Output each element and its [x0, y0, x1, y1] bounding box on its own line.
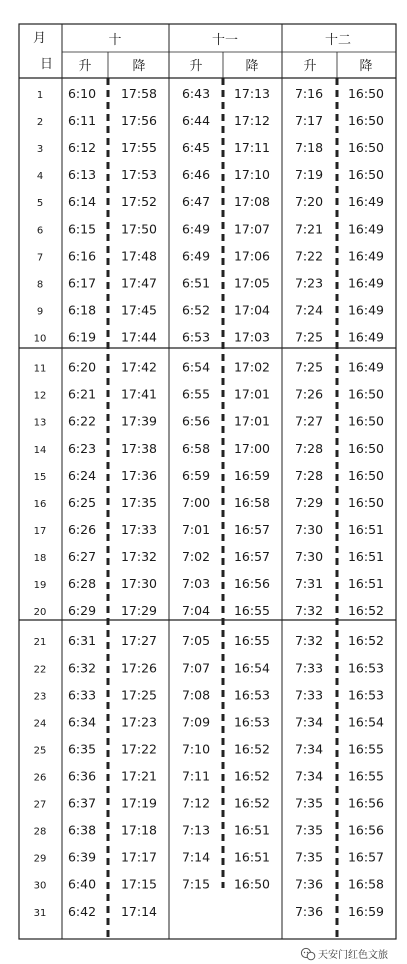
dec-rise-time: 7:25	[294, 329, 324, 345]
oct-set-time: 17:33	[120, 521, 158, 537]
dec-set-time: 16:54	[347, 714, 385, 730]
dec-set-time: 16:56	[347, 822, 385, 838]
day-number: 26	[33, 772, 47, 784]
oct-rise-time: 6:39	[67, 849, 97, 865]
month-label: 月	[33, 31, 47, 46]
oct-set-time: 17:21	[120, 768, 158, 784]
oct-rise-time: 6:32	[67, 660, 97, 676]
table-row	[34, 468, 384, 483]
dec-rise-time: 7:27	[294, 413, 324, 429]
day-number: 1	[36, 90, 44, 101]
day-number: 6	[36, 225, 44, 237]
oct-rise-time: 6:38	[67, 822, 97, 838]
nov-rise-time: 6:47	[181, 194, 211, 210]
dec-set-time: 16:59	[347, 903, 385, 919]
table-row	[34, 714, 384, 729]
dec-rise-time: 7:18	[294, 140, 324, 156]
nov-rise-time: 6:52	[181, 302, 211, 318]
table-row	[37, 140, 384, 155]
table-row	[34, 741, 384, 756]
oct-set-time: 17:52	[120, 194, 158, 210]
nov-set-time: 16:55	[233, 633, 271, 649]
oct-set-time: 17:35	[120, 494, 158, 510]
oct-rise-time: 6:11	[67, 113, 97, 129]
nov-set-time: 17:05	[233, 275, 271, 291]
dec-rise-time: 7:36	[294, 903, 324, 919]
table-row	[34, 549, 384, 564]
oct-set-time: 17:26	[120, 660, 158, 676]
nov-rise-time: 7:13	[181, 822, 211, 838]
oct-set-time: 17:47	[120, 275, 158, 291]
dec-set-time: 16:49	[347, 302, 385, 318]
oct-rise-time: 6:14	[67, 194, 97, 210]
day-number: 15	[33, 471, 47, 483]
oct-rise-time: 6:19	[67, 329, 97, 345]
oct-set-time: 17:22	[120, 741, 158, 757]
table-row	[34, 360, 384, 375]
dec-rise-time: 7:35	[294, 849, 324, 865]
dec-rise-time: 7:30	[294, 521, 324, 537]
oct-set-time: 17:56	[120, 113, 158, 129]
dec-rise-time: 7:21	[294, 221, 324, 237]
dec-set-time: 16:49	[347, 194, 385, 210]
dec-set-time: 16:55	[347, 741, 385, 757]
dec-rise-time: 7:30	[294, 549, 324, 565]
dec-set-time: 16:50	[347, 113, 385, 129]
nov-set-time: 16:59	[233, 467, 271, 483]
oct-rise-time: 6:27	[67, 549, 97, 565]
day-number: 31	[33, 907, 47, 919]
day-number: 21	[33, 637, 47, 649]
oct-set-time: 17:19	[120, 795, 158, 811]
oct-set-time: 17:32	[120, 549, 158, 565]
nov-set-time: 16:50	[233, 876, 271, 892]
nov-rise-time: 6:46	[181, 167, 211, 183]
nov-rise-time: 7:03	[181, 576, 211, 592]
dec-rise-time: 7:34	[294, 741, 324, 757]
day-number: 30	[33, 880, 47, 892]
table-row	[34, 576, 384, 591]
day-number: 3	[36, 144, 44, 156]
nov-set-time: 17:11	[233, 140, 271, 156]
dec-set-time: 16:50	[347, 86, 385, 101]
day-number: 7	[36, 252, 44, 264]
nov-set-time: 16:53	[233, 714, 271, 730]
oct-rise-time: 6:12	[67, 140, 97, 156]
nov-rise-time: 6:54	[181, 359, 211, 375]
nov-rise-time: 7:04	[181, 603, 211, 619]
day-number: 29	[33, 853, 47, 865]
nov-set-time: 16:57	[233, 521, 271, 537]
oct-set-label: 降	[132, 59, 146, 74]
nov-set-time: 17:04	[233, 302, 271, 318]
day-label: 日	[40, 57, 54, 72]
nov-set-time: 16:51	[233, 849, 271, 865]
day-number: 27	[33, 799, 47, 811]
dec-rise-time: 7:26	[294, 386, 324, 402]
oct-set-time: 17:36	[120, 467, 158, 483]
day-number: 19	[33, 580, 47, 592]
table-row	[34, 769, 384, 784]
oct-rise-time: 6:20	[67, 359, 97, 375]
nov-set-label: 降	[245, 59, 259, 74]
nov-rise-time: 7:12	[181, 795, 211, 811]
dec-set-time: 16:55	[347, 768, 385, 784]
oct-rise-time: 6:10	[67, 86, 97, 101]
nov-set-time: 16:52	[233, 795, 271, 811]
nov-rise-time: 6:49	[181, 221, 211, 237]
nov-set-time: 16:51	[233, 822, 271, 838]
oct-rise-time: 6:37	[67, 795, 97, 811]
oct-set-time: 17:23	[120, 714, 158, 730]
table-row	[37, 221, 384, 236]
dec-set-time: 16:52	[347, 633, 385, 649]
nov-set-time: 17:06	[233, 248, 271, 264]
nov-rise-time: 7:02	[181, 549, 211, 565]
dec-set-time: 16:57	[347, 849, 385, 865]
nov-set-time: 17:03	[233, 329, 271, 345]
nov-rise-time: 6:55	[181, 386, 211, 402]
nov-set-time: 17:01	[233, 386, 271, 402]
nov-set-time: 16:56	[233, 576, 271, 592]
oct-rise-time: 6:23	[67, 440, 97, 456]
nov-set-time: 17:01	[233, 413, 271, 429]
dec-set-time: 16:50	[347, 494, 385, 510]
oct-rise-time: 6:13	[67, 167, 97, 183]
oct-set-time: 17:58	[120, 86, 158, 101]
nov-rise-time: 6:51	[181, 275, 211, 291]
dec-set-time: 16:50	[347, 167, 385, 183]
table-row	[34, 330, 384, 345]
watermark	[301, 948, 388, 961]
oct-rise-time: 6:21	[67, 386, 97, 402]
dec-rise-time: 7:28	[294, 467, 324, 483]
month-nov: 十一	[211, 33, 239, 48]
dec-set-time: 16:49	[347, 275, 385, 291]
table-row	[37, 302, 384, 317]
nov-rise-time: 7:05	[181, 633, 211, 649]
table-row	[34, 387, 384, 402]
oct-set-time: 17:44	[120, 329, 158, 345]
dec-rise-time: 7:20	[294, 194, 324, 210]
oct-set-time: 17:50	[120, 221, 158, 237]
oct-rise-time: 6:25	[67, 494, 97, 510]
day-number: 14	[33, 444, 47, 456]
wechat-icon	[301, 948, 314, 959]
nov-rise-time: 7:14	[181, 849, 211, 865]
oct-set-time: 17:27	[120, 633, 158, 649]
oct-rise-time: 6:26	[67, 521, 97, 537]
table-row	[34, 441, 384, 456]
nov-set-time: 17:02	[233, 359, 271, 375]
oct-rise-time: 6:34	[67, 714, 97, 730]
dec-set-time: 16:49	[347, 221, 385, 237]
dec-set-time: 16:53	[347, 660, 385, 676]
dec-rise-time: 7:19	[294, 167, 324, 183]
table-row	[34, 522, 384, 537]
oct-rise-time: 6:28	[67, 576, 97, 592]
dec-rise-time: 7:35	[294, 795, 324, 811]
nov-rise-time: 7:00	[181, 494, 211, 510]
dec-rise-time: 7:24	[294, 302, 324, 318]
oct-rise-time: 6:36	[67, 768, 97, 784]
oct-rise-time: 6:18	[67, 302, 97, 318]
dec-rise-time: 7:29	[294, 494, 324, 510]
nov-set-time: 16:54	[233, 660, 271, 676]
table-row	[37, 113, 384, 128]
dec-rise-time: 7:23	[294, 275, 324, 291]
oct-set-time: 17:14	[120, 903, 158, 919]
day-number: 28	[33, 826, 47, 838]
dec-rise-time: 7:17	[294, 113, 324, 129]
oct-set-time: 17:45	[120, 302, 158, 318]
table-row	[34, 633, 384, 648]
dec-rise-time: 7:34	[294, 714, 324, 730]
table-row	[37, 86, 384, 101]
nov-rise-time: 6:49	[181, 248, 211, 264]
nov-rise-time: 6:53	[181, 329, 211, 345]
day-number: 22	[33, 664, 47, 676]
nov-rise-time: 7:08	[181, 687, 211, 703]
oct-rise-time: 6:42	[67, 903, 97, 919]
dec-rise-time: 7:28	[294, 440, 324, 456]
nov-rise-time: 7:01	[181, 521, 211, 537]
day-number: 5	[36, 198, 44, 210]
table-row	[37, 167, 384, 182]
day-number: 25	[33, 745, 47, 757]
dec-set-time: 16:50	[347, 440, 385, 456]
nov-rise-time: 6:44	[181, 113, 211, 129]
oct-set-time: 17:39	[120, 413, 158, 429]
table-row	[34, 660, 384, 675]
month-dec: 十二	[324, 33, 352, 48]
day-number: 11	[33, 363, 47, 375]
dec-set-time: 16:50	[347, 413, 385, 429]
dec-set-time: 16:49	[347, 329, 385, 345]
nov-rise-time: 6:45	[181, 140, 211, 156]
nov-rise-label: 升	[189, 59, 203, 74]
watermark-text: 天安门红色文旅	[318, 950, 388, 961]
nov-rise-time: 6:43	[181, 86, 211, 101]
nov-set-time: 17:10	[233, 167, 271, 183]
nov-set-time: 16:52	[233, 768, 271, 784]
dec-set-time: 16:49	[347, 359, 385, 375]
dec-rise-time: 7:36	[294, 876, 324, 892]
nov-rise-time: 7:10	[181, 741, 211, 757]
day-number: 8	[36, 279, 44, 291]
table-row	[37, 248, 384, 263]
nov-set-time: 17:07	[233, 221, 271, 237]
oct-set-time: 17:41	[120, 386, 158, 402]
nov-set-time: 17:13	[233, 86, 271, 101]
oct-set-time: 17:53	[120, 167, 158, 183]
nov-rise-time: 6:59	[181, 467, 211, 483]
nov-rise-time: 7:15	[181, 876, 211, 892]
nov-set-time: 17:12	[233, 113, 271, 129]
oct-rise-label: 升	[78, 59, 92, 74]
dec-set-time: 16:56	[347, 795, 385, 811]
oct-rise-time: 6:33	[67, 687, 97, 703]
nov-rise-time: 7:09	[181, 714, 211, 730]
oct-set-time: 17:29	[120, 603, 158, 619]
day-number: 13	[33, 417, 47, 429]
oct-rise-time: 6:22	[67, 413, 97, 429]
nov-rise-time: 7:11	[181, 768, 211, 784]
day-number: 17	[33, 525, 47, 537]
dec-set-time: 16:52	[347, 603, 385, 619]
dec-rise-time: 7:34	[294, 768, 324, 784]
dec-rise-time: 7:22	[294, 248, 324, 264]
day-number: 10	[33, 333, 47, 345]
dec-rise-time: 7:33	[294, 660, 324, 676]
oct-rise-time: 6:16	[67, 248, 97, 264]
day-number: 4	[36, 171, 44, 183]
oct-set-time: 17:38	[120, 440, 158, 456]
nov-set-time: 17:00	[233, 440, 271, 456]
day-number: 2	[36, 117, 44, 129]
dec-rise-time: 7:32	[294, 633, 324, 649]
dec-set-time: 16:51	[347, 521, 385, 537]
nov-set-time: 16:55	[233, 603, 271, 619]
nov-set-time: 16:57	[233, 549, 271, 565]
table-row	[34, 414, 384, 429]
dec-set-label: 降	[359, 59, 373, 74]
dec-set-time: 16:50	[347, 140, 385, 156]
nov-rise-time: 6:56	[181, 413, 211, 429]
table-row	[34, 904, 384, 919]
oct-rise-time: 6:40	[67, 876, 97, 892]
dec-set-time: 16:51	[347, 549, 385, 565]
nov-rise-time: 6:58	[181, 440, 211, 456]
oct-rise-time: 6:15	[67, 221, 97, 237]
table-row	[34, 796, 384, 811]
dec-rise-time: 7:35	[294, 822, 324, 838]
table-row	[37, 194, 384, 209]
oct-set-time: 17:17	[120, 849, 158, 865]
nov-set-time: 17:08	[233, 194, 271, 210]
dec-set-time: 16:49	[347, 248, 385, 264]
nov-rise-time: 7:07	[181, 660, 211, 676]
month-oct: 十	[108, 33, 122, 48]
dec-rise-time: 7:32	[294, 603, 324, 619]
oct-set-time: 17:48	[120, 248, 158, 264]
oct-rise-time: 6:31	[67, 633, 97, 649]
oct-set-time: 17:18	[120, 822, 158, 838]
table-body	[34, 86, 384, 919]
table-row	[34, 687, 384, 702]
oct-set-time: 17:15	[120, 876, 158, 892]
table-row	[34, 877, 384, 892]
oct-set-time: 17:55	[120, 140, 158, 156]
day-number: 24	[33, 718, 47, 730]
dec-set-time: 16:50	[347, 467, 385, 483]
table-row	[34, 823, 384, 838]
day-number: 12	[33, 390, 47, 402]
oct-rise-time: 6:35	[67, 741, 97, 757]
nov-set-time: 16:52	[233, 741, 271, 757]
dec-rise-time: 7:16	[294, 86, 324, 101]
day-number: 20	[33, 607, 47, 619]
table-row	[37, 275, 384, 290]
oct-rise-time: 6:29	[67, 603, 97, 619]
day-number: 23	[33, 691, 47, 703]
oct-set-time: 17:25	[120, 687, 158, 703]
dec-set-time: 16:53	[347, 687, 385, 703]
dec-rise-time: 7:33	[294, 687, 324, 703]
dec-set-time: 16:58	[347, 876, 385, 892]
day-number: 16	[33, 498, 47, 510]
dec-set-time: 16:51	[347, 576, 385, 592]
day-number: 9	[36, 306, 44, 318]
dec-set-time: 16:50	[347, 386, 385, 402]
oct-set-time: 17:30	[120, 576, 158, 592]
dec-rise-label: 升	[303, 59, 317, 74]
oct-set-time: 17:42	[120, 359, 158, 375]
table-row	[34, 850, 384, 865]
day-number: 18	[33, 553, 47, 565]
nov-set-time: 16:58	[233, 494, 271, 510]
dec-rise-time: 7:25	[294, 359, 324, 375]
oct-rise-time: 6:17	[67, 275, 97, 291]
oct-rise-time: 6:24	[67, 467, 97, 483]
table-header	[33, 31, 373, 74]
dec-rise-time: 7:31	[294, 576, 324, 592]
table-row	[34, 495, 384, 510]
nov-set-time: 16:53	[233, 687, 271, 703]
table-row	[34, 603, 384, 618]
